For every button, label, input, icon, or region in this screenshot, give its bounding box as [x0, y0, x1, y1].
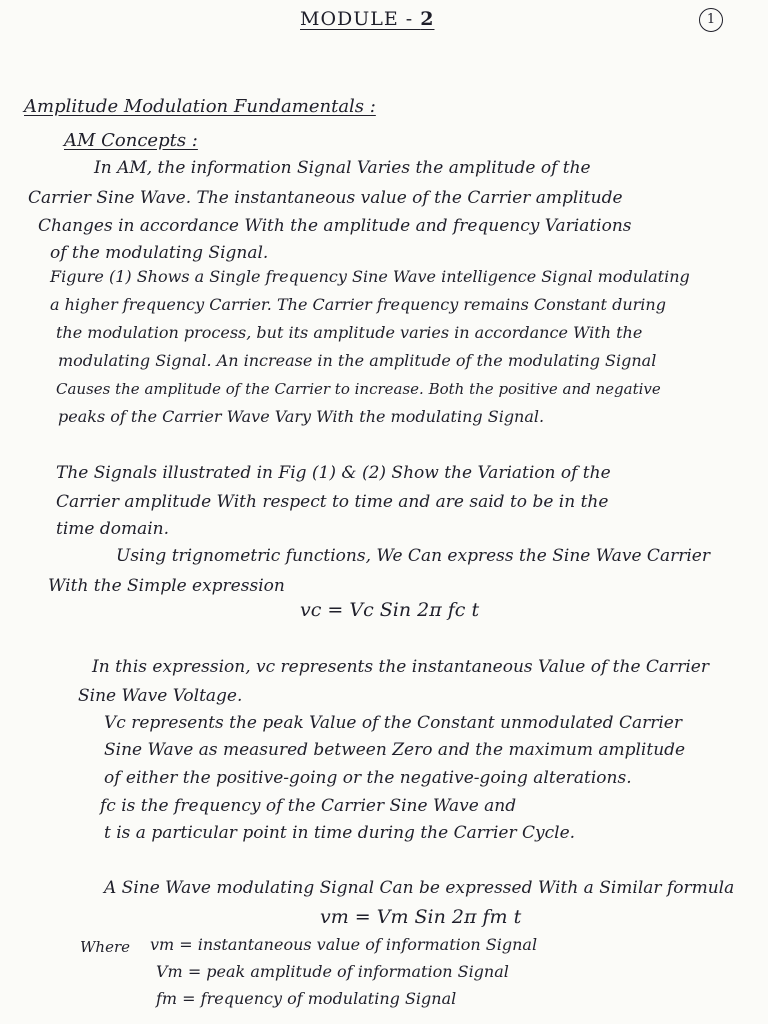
- explanation-line1: In this expression, vc represents the instantaneous Value of the Carrier: [92, 657, 709, 677]
- definition-vm-instantaneous: vm = instantaneous value of information Signal: [150, 935, 538, 954]
- module-label: MODULE -: [300, 8, 421, 30]
- para1-line1: In AM, the information Signal Varies the amplitude of the: [94, 158, 591, 178]
- carrier-formula: vc = Vc Sin 2π fc t: [300, 599, 480, 621]
- para2-line5: Causes the amplitude of the Carrier to increase. Both the positive and negative: [56, 380, 661, 398]
- section-title: Amplitude Modulation Fundamentals :: [24, 96, 376, 117]
- para2-line4: modulating Signal. An increase in the amplitude of the modulating Signal: [58, 351, 657, 370]
- explanation-line2: Sine Wave Voltage.: [78, 686, 243, 706]
- para1-line2: Carrier Sine Wave. The instantaneous value of the Carrier amplitude: [28, 188, 623, 208]
- para1-line4: of the modulating Signal.: [50, 243, 269, 263]
- explanation-line3: Vc represents the peak Value of the Constant unmodulated Carrier: [104, 713, 682, 733]
- para2-line6: peaks of the Carrier Wave Vary With the modulating Signal.: [58, 407, 545, 426]
- subsection-title: AM Concepts :: [64, 130, 198, 151]
- para2-line1: Figure (1) Shows a Single frequency Sine Wave intelligence Signal modulating: [50, 267, 690, 286]
- para3-line1: The Signals illustrated in Fig (1) & (2) Show the Variation of the: [56, 463, 611, 483]
- where-label: Where: [80, 938, 131, 956]
- page-number-circle: [699, 8, 723, 32]
- para3-line3: time domain.: [56, 519, 170, 539]
- definition-fm: fm = frequency of modulating Signal: [156, 989, 457, 1008]
- explanation-line7: t is a particular point in time during the Carrier Cycle.: [104, 823, 576, 843]
- module-title: [300, 8, 435, 30]
- page-number: 1: [706, 12, 716, 27]
- explanation-line6: fc is the frequency of the Carrier Sine Wave and: [100, 796, 517, 816]
- para4-line1: Using trignometric functions, We Can express the Sine Wave Carrier: [116, 546, 710, 566]
- modulating-formula: vm = Vm Sin 2π fm t: [320, 906, 522, 928]
- para2-line3: the modulation process, but its amplitude varies in accordance With the: [56, 323, 643, 342]
- para3-line2: Carrier amplitude With respect to time and are said to be in the: [56, 492, 609, 512]
- para1-line3: Changes in accordance With the amplitude and frequency Variations: [38, 216, 632, 236]
- modulating-intro: A Sine Wave modulating Signal Can be expressed With a Similar formula: [104, 878, 735, 898]
- explanation-line4: Sine Wave as measured between Zero and the maximum amplitude: [104, 740, 686, 760]
- para2-line2: a higher frequency Carrier. The Carrier frequency remains Constant during: [50, 295, 666, 314]
- para4-line2: With the Simple expression: [48, 576, 285, 596]
- module-number: 2: [420, 8, 435, 30]
- definition-vm-peak: Vm = peak amplitude of information Signal: [156, 962, 509, 981]
- explanation-line5: of either the positive-going or the negative-going alterations.: [104, 768, 632, 788]
